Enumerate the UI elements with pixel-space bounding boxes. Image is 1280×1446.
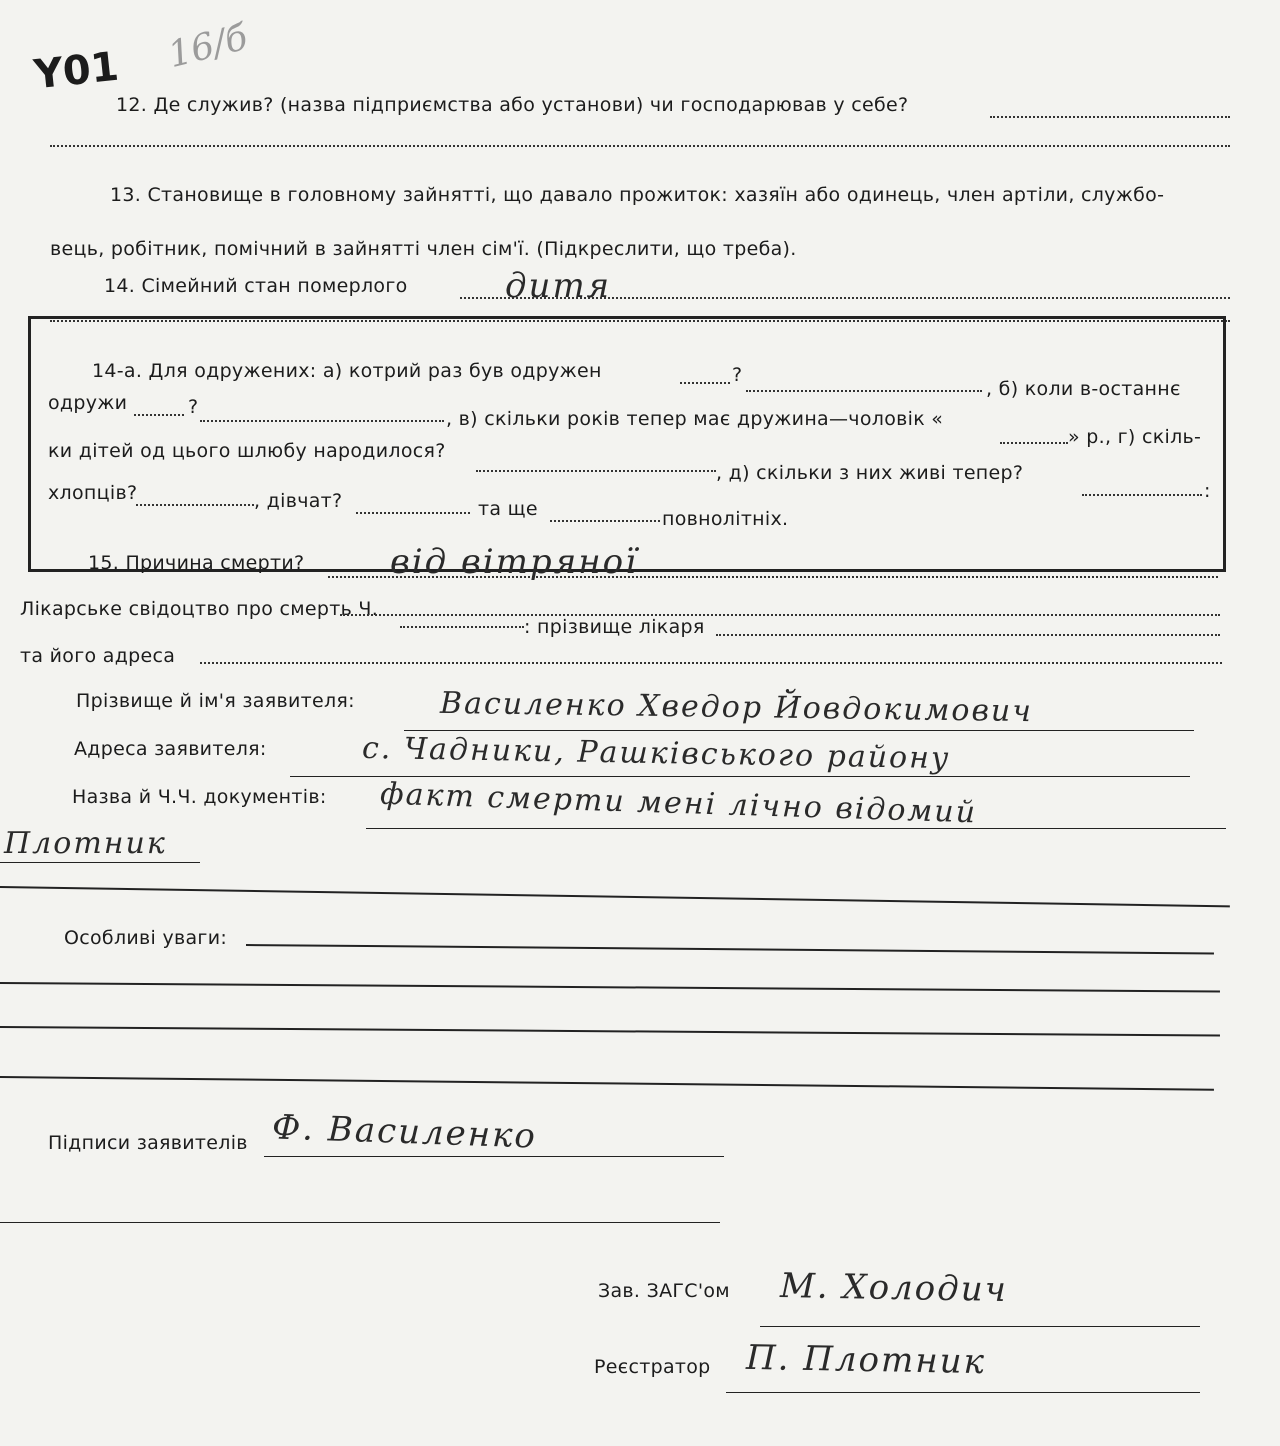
special-notes-line-4[interactable]: [0, 1076, 1214, 1091]
q12-label: 12. Де служив? (назва підприємства або установи) чи господарював у себе?: [116, 94, 909, 116]
registrar-signature: П. Плотник: [745, 1337, 987, 1383]
applicant-signature-line-2[interactable]: [0, 1222, 720, 1223]
applicant-name-value: Василенко Хведор Йовдокимович: [439, 685, 1034, 730]
q14a-boys-field[interactable]: [136, 504, 254, 506]
q14a-line-4d: повнолітніх.: [662, 508, 789, 530]
q13-line-2: вець, робітник, помічний в зайнятті член сім'ї. (Підкреслити, що треба).: [50, 238, 797, 260]
q12-answer-line[interactable]: [990, 116, 1230, 118]
q14a-line-2c: » р., г) скіль-: [1068, 426, 1202, 448]
applicant-address-line[interactable]: [290, 776, 1190, 777]
q14a-line-1a: 14-а. Для одружених: а) котрий раз був одружен: [92, 360, 602, 382]
q15-label: 15. Причина смерти?: [88, 552, 305, 574]
q14a-times-married-field-2[interactable]: [746, 390, 982, 392]
q14a-adults-field[interactable]: [550, 520, 660, 522]
applicant-signature-line[interactable]: [264, 1156, 724, 1157]
q14a-line-1b: , б) коли в-останнє: [986, 378, 1181, 400]
doctor-address-label: та його адреса: [20, 645, 176, 667]
special-notes-line-1[interactable]: [246, 944, 1214, 954]
q15-answer: від вітряної: [390, 542, 638, 582]
q14a-spouse-age-field[interactable]: [1000, 442, 1068, 444]
applicant-signatures-label: Підписи заявителів: [48, 1132, 248, 1154]
q14a-children-alive-field[interactable]: [1082, 494, 1202, 496]
q14a-qmark-1: ?: [732, 364, 743, 386]
q14-label: 14. Сімейний стан померлого: [104, 275, 408, 297]
applicant-address-value: с. Чадники, Рашківського району: [361, 730, 951, 777]
q12-answer-line-2[interactable]: [50, 145, 1230, 147]
q13-line-1: 13. Становище в головному зайнятті, що давало прожиток: хазяїн або одинець, член артіли, службо-: [110, 184, 1165, 206]
q14a-last-married-field-2[interactable]: [200, 420, 444, 422]
q14a-line-4b: , дівчат?: [254, 490, 343, 512]
applicant-address-label: Адреса заявителя:: [74, 738, 267, 760]
documents-line[interactable]: [366, 828, 1226, 829]
q14a-times-married-field[interactable]: [680, 382, 730, 384]
q14a-line-3a: ки дітей од цього шлюбу народилося?: [48, 440, 446, 462]
extra-line-1[interactable]: [0, 886, 1230, 907]
q14a-line-2b: , в) скільки років тепер має дружина—чоловік «: [446, 408, 944, 430]
q14a-line-4c: та ще: [478, 498, 538, 520]
documents-value: факт смерти мені лічно відомий: [379, 776, 978, 831]
applicant-name-label: Прізвище й ім'я заявителя:: [76, 690, 355, 712]
documents-value-continued: Плотник: [4, 826, 167, 861]
registrar-line[interactable]: [726, 1392, 1200, 1393]
q14a-colon: :: [1204, 480, 1211, 502]
doctor-surname-field[interactable]: [716, 634, 1220, 636]
q14a-girls-field[interactable]: [356, 512, 470, 514]
q14a-line-2a: одружи: [48, 392, 128, 414]
q14-answer: дитя: [505, 266, 612, 306]
special-notes-label: Особливі уваги:: [64, 927, 228, 949]
applicant-signature: Ф. Василенко: [271, 1107, 538, 1157]
pencil-note: 16/б: [164, 16, 252, 77]
special-notes-line-3[interactable]: [0, 1026, 1220, 1037]
medical-certificate-label: Лікарське свідоцтво про смерть Ч.: [20, 598, 379, 620]
documents-label: Назва й Ч.Ч. документів:: [72, 786, 327, 808]
q14a-line-3b: , д) скільки з них живі тепер?: [716, 462, 1024, 484]
registry-head-label: Зав. ЗАГС'ом: [598, 1280, 730, 1302]
q14a-qmark-2: ?: [188, 396, 199, 418]
doctor-surname-label: : прізвище лікаря: [524, 616, 705, 638]
q14a-last-married-field[interactable]: [134, 414, 184, 416]
documents-line-2[interactable]: [0, 862, 200, 863]
archive-stamp: Y01: [31, 43, 121, 99]
special-notes-line-2[interactable]: [0, 982, 1220, 993]
doctor-address-field[interactable]: [200, 662, 1222, 664]
registry-head-line[interactable]: [760, 1326, 1200, 1327]
registrar-label: Реєстратор: [594, 1356, 711, 1378]
medical-certificate-number-field[interactable]: [400, 626, 524, 628]
q14a-children-born-field[interactable]: [476, 470, 716, 472]
registry-head-signature: М. Холодич: [779, 1266, 1009, 1310]
medical-certificate-line[interactable]: [340, 614, 1220, 616]
q14a-line-4a: хлопців?: [48, 482, 138, 504]
applicant-name-line[interactable]: [404, 730, 1194, 731]
